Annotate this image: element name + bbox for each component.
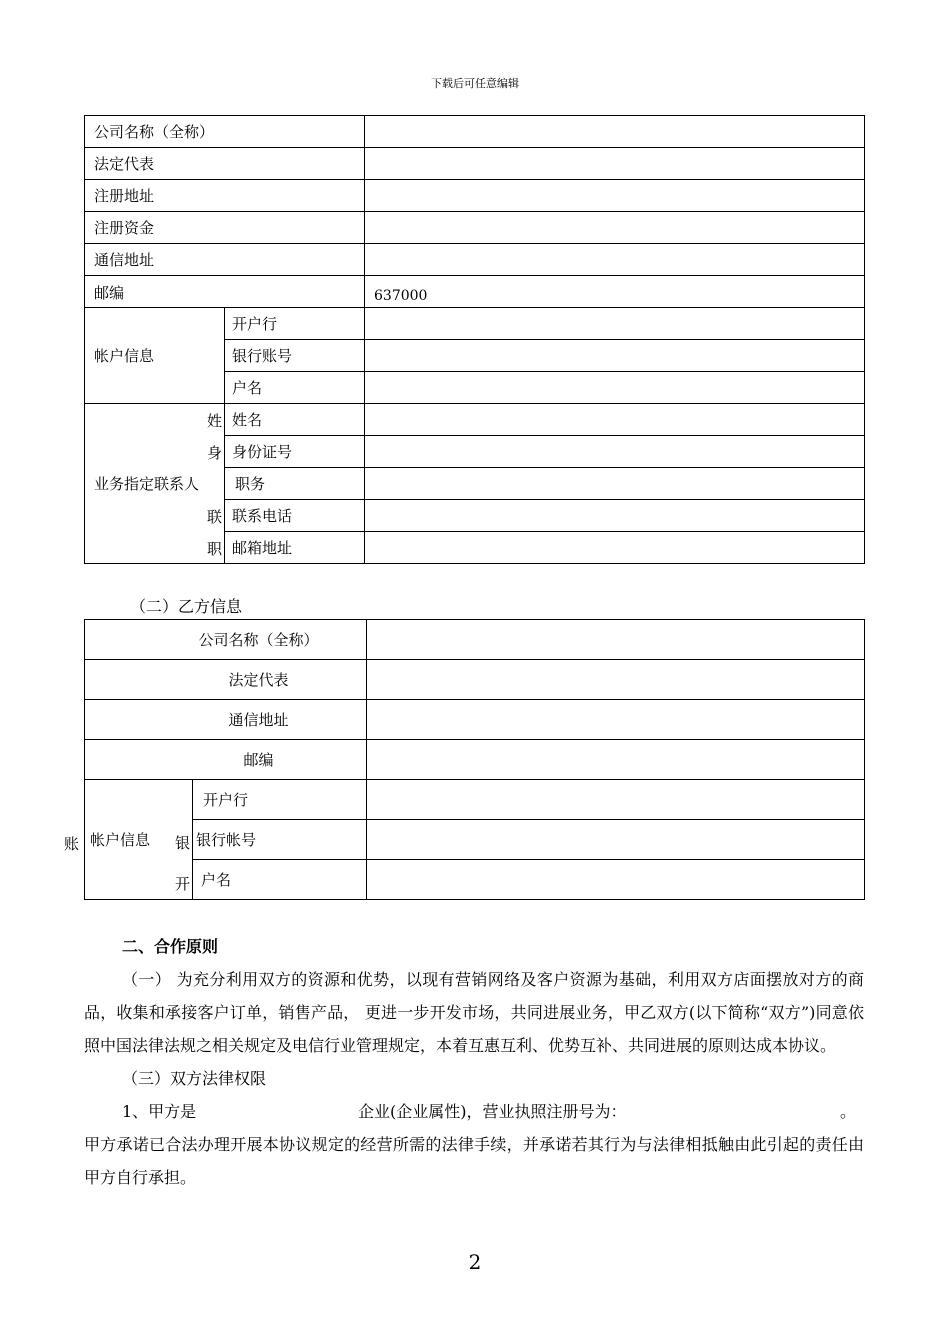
contact-name-label: 姓名 [225,404,365,436]
table-row [85,244,865,276]
side-char: 身 [206,444,222,462]
bank-name-value [367,780,865,820]
table-row [85,404,865,436]
table-row [85,700,865,740]
table-row [85,116,865,148]
account-holder-label: 户名 [225,372,365,404]
registered-capital-value [365,212,865,244]
bank-account-value [367,820,865,860]
table-row [85,180,865,212]
paragraph: （三）双方法律权限 [122,1069,267,1088]
table-row [85,780,865,820]
postcode-value: 637000 [365,276,865,308]
page-number: 2 [468,1250,482,1274]
body-text [84,930,864,1194]
legal-rep-value [365,148,865,180]
registered-address-value [365,180,865,212]
paragraph: （一） 为充分利用双方的资源和优势，以现有营销网络及客户资源为基础，利用双方店面摆放对方的商品，收集和承接客户订单，销售产品， 更进一步开发市场，共同进展业务，甲乙双方(以下简称“双方”)同意依照中国法律法规之相关规定及电信行业管理规定，本着互惠互利、优势互补、共同进展的原则达成本协议。 [84,970,864,1055]
registered-capital-label: 注册资金 [85,212,365,244]
side-char: 职 [206,540,222,558]
table-row [85,148,865,180]
mailing-address-value [367,700,865,740]
company-name-value [365,116,865,148]
legal-rep-value [367,660,865,700]
position-value [365,468,865,500]
text-fragment: 。 [840,1102,857,1121]
table-row [85,860,865,900]
paragraph [84,1095,864,1128]
bank-name-value [365,308,865,340]
table-row [85,212,865,244]
bank-account-value [365,340,865,372]
account-info-cell [85,780,193,900]
party-b-heading: （二）乙方信息 [130,597,243,616]
company-name-label: 公司名称（全称） [85,116,365,148]
side-char: 联 [206,508,222,526]
table-row [85,620,865,660]
contact-name-value [365,404,865,436]
company-name-label: 公司名称（全称） [85,620,367,660]
postcode-value [367,740,865,780]
paragraph: 甲方承诺已合法办理开展本协议规定的经营所需的法律手续，并承诺若其行为与法律相抵触由此引起的责任由甲方自行承担。 [84,1135,864,1187]
side-char: 开 [174,875,190,893]
contact-person-label: 业务指定联系人 [94,475,200,493]
id-number-label: 身份证号 [225,436,365,468]
bank-name-label: 开户行 [225,308,365,340]
postcode-label: 邮编 [85,740,367,780]
text-fragment: 1、甲方是 [122,1102,197,1121]
email-value [365,532,865,564]
table-row [85,660,865,700]
bank-account-label: 银行帐号 [193,820,367,860]
party-b-info-table [84,619,865,900]
email-label: 邮箱地址 [225,532,365,564]
table-row [85,308,865,340]
table-row [85,820,865,860]
outside-char: 账 [64,835,80,853]
account-holder-label: 户名 [193,860,367,900]
id-number-value [365,436,865,468]
account-holder-value [365,372,865,404]
side-char: 银 [174,834,190,852]
text-fragment: 企业(企业属性)，营业执照注册号为： [358,1102,627,1121]
bank-account-label: 银行账号 [225,340,365,372]
phone-label: 联系电话 [225,500,365,532]
contact-person-cell [85,404,225,564]
legal-rep-label: 法定代表 [85,660,367,700]
side-char: 姓 [206,412,222,430]
account-info-label: 帐户信息 [90,831,151,849]
page-header: 下载后可任意编辑 [431,77,519,90]
mailing-address-label: 通信地址 [85,244,365,276]
party-a-info-table [84,115,865,564]
position-label: 职务 [225,468,365,500]
company-name-value [367,620,865,660]
postcode-label: 邮编 [85,276,365,308]
account-info-label: 帐户信息 [85,308,225,404]
table-row [85,740,865,780]
mailing-address-label: 通信地址 [85,700,367,740]
bank-name-label: 开户行 [193,780,367,820]
legal-rep-label: 法定代表 [85,148,365,180]
section-title: 二、合作原则 [122,937,219,956]
registered-address-label: 注册地址 [85,180,365,212]
table-row [85,276,865,308]
mailing-address-value [365,244,865,276]
phone-value [365,500,865,532]
account-holder-value [367,860,865,900]
